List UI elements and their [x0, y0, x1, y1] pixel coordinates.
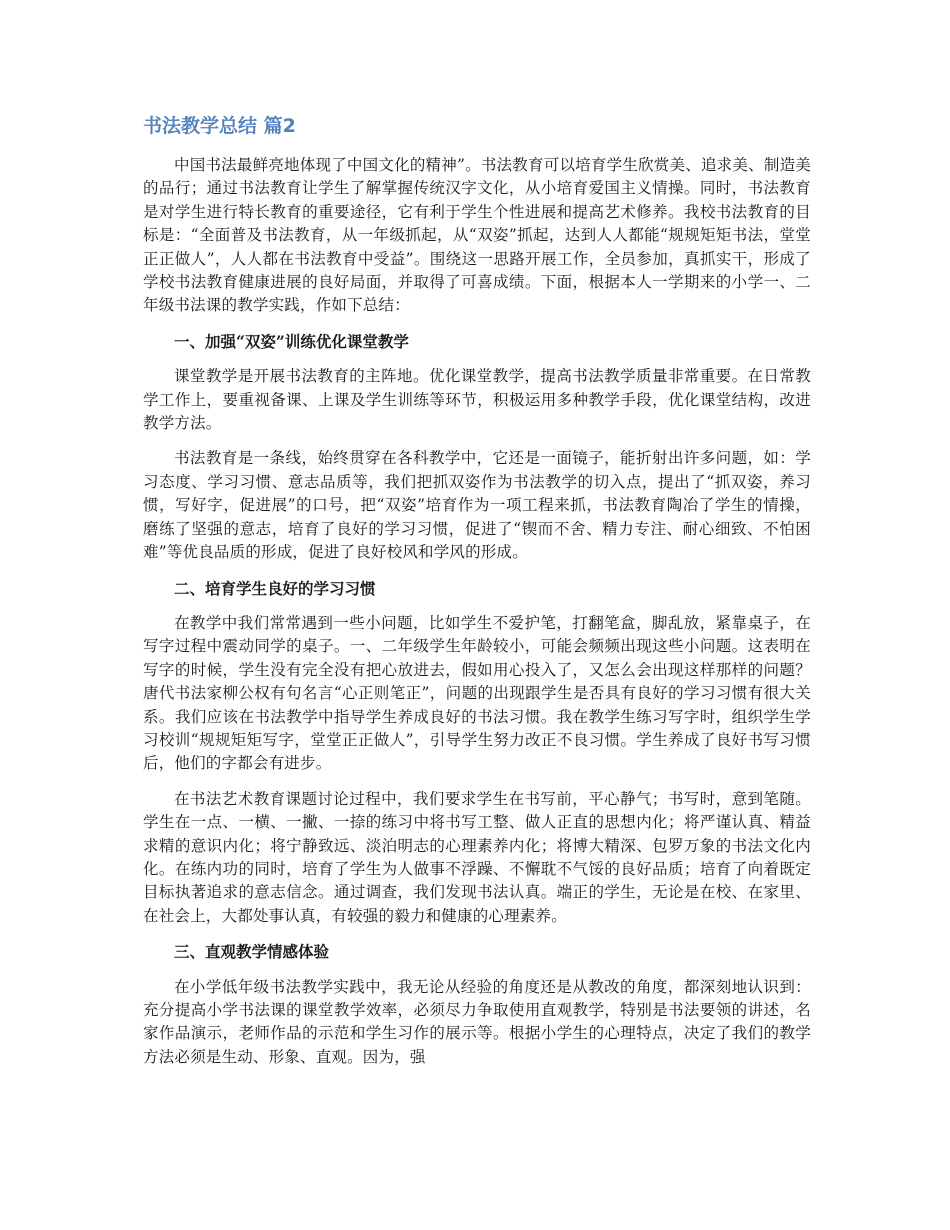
intro-paragraph: 中国书法最鲜亮地体现了中国文化的精神”。书法教育可以培育学生欣赏美、追求美、制造美的品行；通过书法教育让学生了解掌握传统汉字文化，从小培育爱国主义情操。同时，书法教育是对学生进行特长教育的重要途径，它有利于学生个性进展和提高艺术修养。我校书法教育的目标是：“全面普及书法教育，从一年级抓起，从“双姿”抓起，达到人人都能“规规矩矩书法，堂堂正正做人”，人人都在书法教育中受益”。围绕这一思路开展工作，全员参加，真抓实干，形成了学校书法教育健康进展的良好局面，并取得了可喜成绩。下面，根据本人一学期来的小学一、二年级书法课的教学实践，作如下总结： — [143, 156, 811, 315]
section-2-heading: 二、培育学生良好的学习习惯 — [174, 578, 376, 598]
section-1-paragraph-2: 书法教育是一条线，始终贯穿在各科教学中，它还是一面镜子，能折射出许多问题，如：学习态度、学习习惯、意志品质等，我们把抓双姿作为书法教学的切入点，提出了“抓双姿，养习惯，写好字，促进展”的口号，把“双姿”培育作为一项工程来抓，书法教育陶冶了学生的情操，磨练了坚强的意志，培育了良好的学习习惯，促进了“锲而不舍、精力专注、耐心细致、不怕困难”等优良品质的形成，促进了良好校风和学风的形成。 — [143, 449, 811, 562]
section-3-paragraph-1: 在小学低年级书法教学实践中，我无论从经验的角度还是从教改的角度，都深刻地认识到：充分提高小学书法课的课堂教学效率，必须尽力争取使用直观教学，特别是书法要领的讲述，名家作品演示，老师作品的示范和学生习作的展示等。根据小学生的心理特点，决定了我们的教学方法必须是生动、形象、直观。因为，强 — [143, 977, 811, 1066]
document-title: 书法教学总结 篇2 — [143, 115, 296, 137]
section-3-heading: 三、直观教学情感体验 — [174, 942, 330, 962]
section-2-paragraph-1: 在教学中我们常常遇到一些小问题，比如学生不爱护笔，打翻笔盒，脚乱放，紧靠桌子，在写字过程中震动同学的桌子。一、二年级学生年龄较小，可能会频频出现这些小问题。这表明在写字的时候，学生没有完全没有把心放进去，假如用心投入了，又怎么会出现这样那样的问题？唐代书法家柳公权有句名言“心正则笔正”，问题的出现跟学生是否具有良好的学习习惯有很大关系。我们应该在书法教学中指导学生养成良好的书法习惯。我在教学生练习写字时，组织学生学习校训“规规矩矩写字，堂堂正正做人”，引导学生努力改正不良习惯。学生养成了良好书写习惯后，他们的字都会有进步。 — [143, 613, 811, 773]
section-1-paragraph-1: 课堂教学是开展书法教育的主阵地。优化课堂教学，提高书法教学质量非常重要。在日常教学工作上，要重视备课、上课及学生训练等环节，积极运用多种教学手段，优化课堂结构，改进教学方法。 — [143, 367, 811, 433]
section-1-heading: 一、加强“双姿”训练优化课堂教学 — [174, 331, 409, 351]
document-page — [143, 112, 811, 1081]
section-2-paragraph-2: 在书法艺术教育课题讨论过程中，我们要求学生在书写前，平心静气；书写时，意到笔随。学生在一点、一横、一撇、一捺的练习中将书写工整、做人正直的思想内化；将严谨认真、精益求精的意识内化；将宁静致远、淡泊明志的心理素养内化；将博大精深、包罗万象的书法文化内化。在练内功的同时，培育了学生为人做事不浮躁、不懈耽不气馁的良好品质；培育了向着既定目标执著追求的意志信念。通过调查，我们发现书法认真。端正的学生，无论是在校、在家里、在社会上，大都处事认真，有较强的毅力和健康的心理素养。 — [143, 789, 811, 925]
